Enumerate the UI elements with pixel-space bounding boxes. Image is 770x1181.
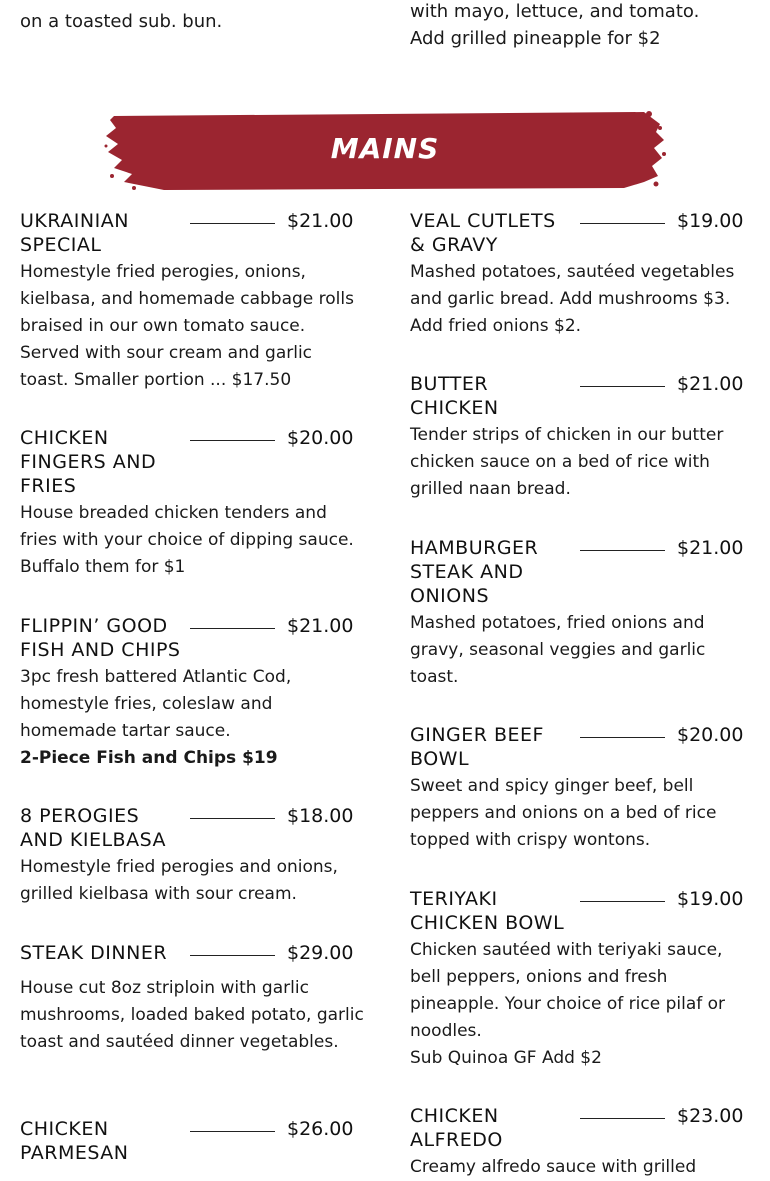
item-name: TERIYAKI CHICKEN BOWL: [410, 888, 565, 934]
menu-item: [410, 887, 755, 1072]
menu-item: [20, 426, 365, 581]
price-leader-line: [580, 737, 665, 738]
item-name: CHICKEN ALFREDO: [410, 1105, 503, 1151]
item-name: CHICKEN PARMESAN: [20, 1118, 129, 1164]
section-banner: [104, 106, 666, 191]
item-price: $26.00: [287, 1118, 354, 1140]
item-name: FLIPPIN’ GOOD FISH AND CHIPS: [20, 615, 181, 661]
item-price: $21.00: [287, 210, 354, 232]
item-price: $18.00: [287, 805, 354, 827]
menu-item: [410, 723, 755, 854]
item-name: VEAL CUTLETS & GRAVY: [410, 210, 556, 256]
item-price: $20.00: [677, 724, 744, 746]
previous-item-desc-right: with mayo, lettuce, and tomato.: [410, 1, 700, 22]
item-name: UKRAINIAN SPECIAL: [20, 210, 129, 256]
price-leader-line: [190, 818, 275, 819]
item-name: 8 PEROGIES AND KIELBASA: [20, 805, 166, 851]
price-leader-line: [190, 955, 275, 956]
item-price: $21.00: [677, 537, 744, 559]
item-description: Sweet and spicy ginger beef, bell peppers and onions on a bed of rice topped with crispy wontons.: [410, 776, 717, 850]
menu-item: [20, 1117, 365, 1165]
item-price: $20.00: [287, 427, 354, 449]
item-name: STEAK DINNER: [20, 942, 168, 964]
item-description: Homestyle fried perogies, onions, kielbasa, and homemade cabbage rolls braised in our own tomato sauce. Served with sour cream and garlic toast. Smaller portion ... $17.50: [20, 262, 354, 390]
item-description: House breaded chicken tenders and fries with your choice of dipping sauce. Buffalo them for $1: [20, 503, 354, 577]
menu-item: [20, 209, 365, 394]
price-leader-line: [190, 1131, 275, 1132]
menu-item: [20, 941, 365, 1056]
item-description: House cut 8oz striploin with garlic mushrooms, loaded baked potato, garlic toast and sautéed dinner vegetables.: [20, 978, 364, 1052]
item-note: Sub Quinoa GF Add $2: [410, 1048, 602, 1068]
price-leader-line: [190, 628, 275, 629]
price-leader-line: [190, 223, 275, 224]
item-description: Mashed potatoes, sautéed vegetables and garlic bread. Add mushrooms $3. Add fried onions $2.: [410, 262, 735, 336]
price-leader-line: [580, 1118, 665, 1119]
item-description: 3pc fresh battered Atlantic Cod, homestyle fries, coleslaw and homemade tartar sauce.: [20, 667, 292, 741]
item-price: $21.00: [287, 615, 354, 637]
price-leader-line: [580, 223, 665, 224]
price-leader-line: [580, 550, 665, 551]
menu-item: [410, 1104, 755, 1181]
menu-item: [410, 209, 755, 340]
menu-item: [20, 804, 365, 908]
item-description: Tender strips of chicken in our butter chicken sauce on a bed of rice with grilled naan bread.: [410, 425, 724, 499]
item-name: GINGER BEEF BOWL: [410, 724, 544, 770]
item-description: Homestyle fried perogies and onions, grilled kielbasa with sour cream.: [20, 857, 338, 904]
item-price: $23.00: [677, 1105, 744, 1127]
item-name: BUTTER CHICKEN: [410, 373, 499, 419]
price-leader-line: [580, 386, 665, 387]
menu-item: [20, 614, 365, 772]
item-price: $19.00: [677, 210, 744, 232]
item-price: $21.00: [677, 373, 744, 395]
item-note: 2-Piece Fish and Chips $19: [20, 748, 278, 768]
item-price: $19.00: [677, 888, 744, 910]
menu-item: [410, 536, 755, 691]
item-price: $29.00: [287, 942, 354, 964]
item-description: Chicken sautéed with teriyaki sauce, bell peppers, onions and fresh pineapple. Your choice of rice pilaf or noodles.: [410, 940, 726, 1041]
section-title: MAINS: [330, 132, 440, 165]
previous-item-note-right: Add grilled pineapple for $2: [410, 28, 661, 49]
menu-item: [410, 372, 755, 503]
item-name: CHICKEN FINGERS AND FRIES: [20, 427, 157, 497]
price-leader-line: [580, 901, 665, 902]
previous-item-desc-left: on a toasted sub. bun.: [20, 11, 223, 32]
item-description: Creamy alfredo sauce with grilled: [410, 1157, 697, 1177]
item-description: Mashed potatoes, fried onions and gravy, seasonal veggies and garlic toast.: [410, 613, 706, 687]
price-leader-line: [190, 440, 275, 441]
item-name: HAMBURGER STEAK AND ONIONS: [410, 537, 539, 607]
